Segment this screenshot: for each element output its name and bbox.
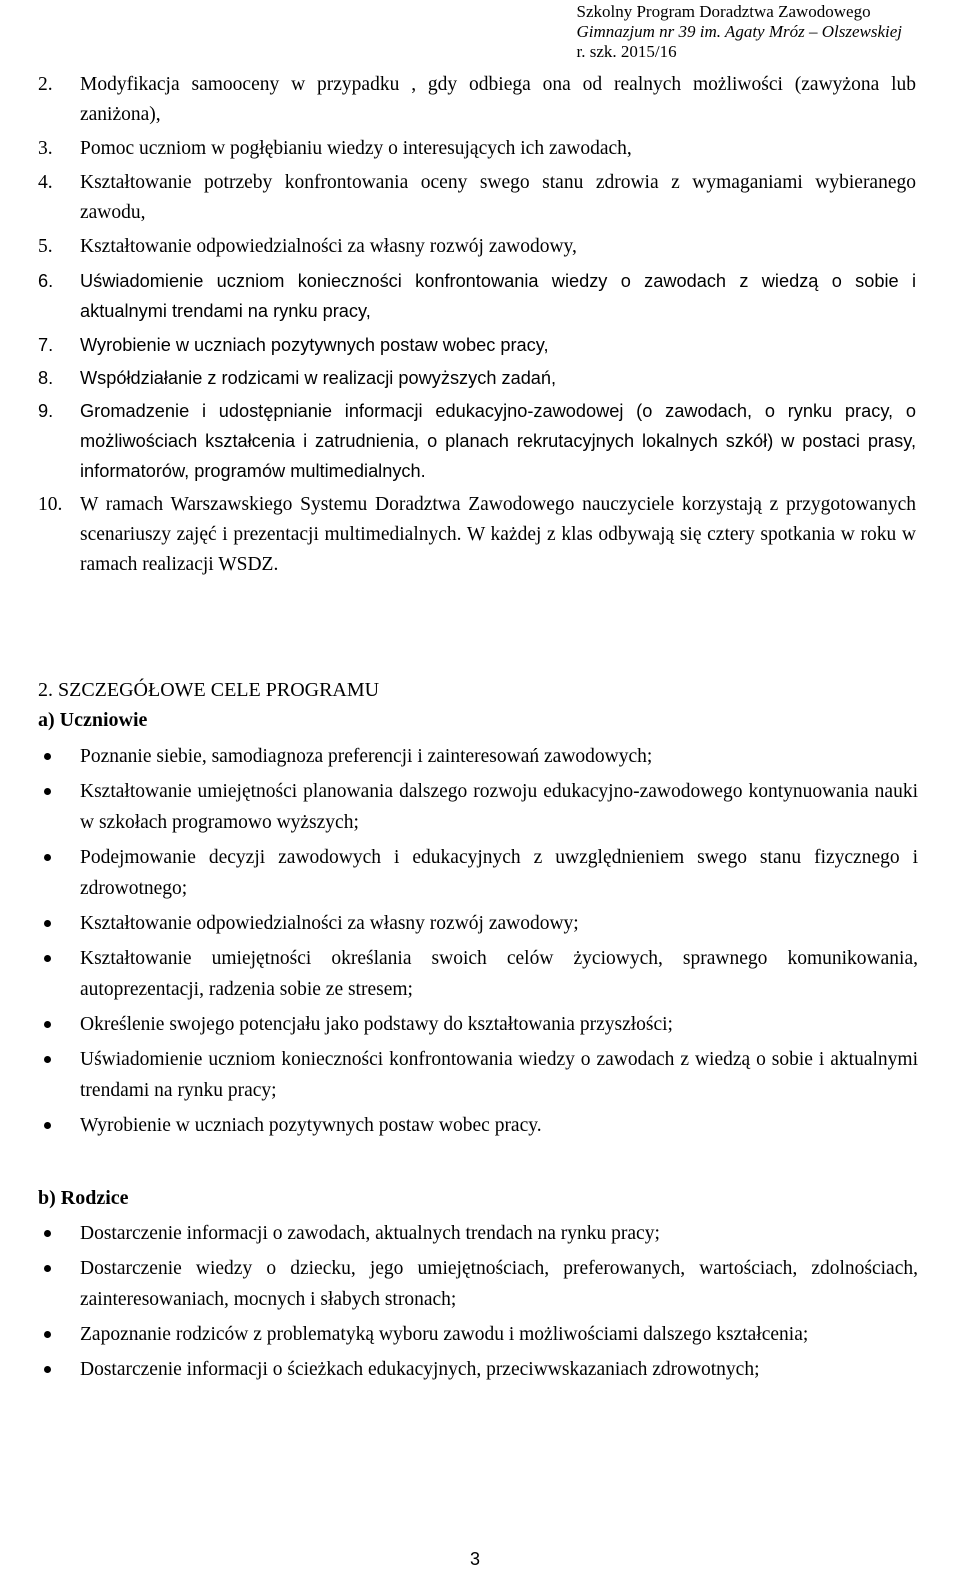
list-item xyxy=(38,908,918,939)
list-item xyxy=(38,943,918,1005)
list-item-number: 10. xyxy=(38,494,63,515)
list-item-text: Pomoc uczniom w pogłębianiu wiedzy o interesujących ich zawodach, xyxy=(80,138,632,159)
bullet-icon xyxy=(44,788,51,795)
bullet-icon xyxy=(44,854,51,861)
header-program-name: Szkolny Program Doradztwa Zawodowego xyxy=(576,2,871,21)
header-school-year: r. szk. 2015/16 xyxy=(576,42,677,61)
bullet-icon xyxy=(44,1122,51,1129)
list-item-text: Określenie swojego potencjału jako podstawy do kształtowania przyszłości; xyxy=(80,1014,673,1035)
list-item xyxy=(38,363,916,393)
list-item-text: Kształtowanie potrzeby konfrontowania oceny swego stanu zdrowia z wymaganiami wybieranego zawodu, xyxy=(80,172,916,223)
bullet-icon xyxy=(44,955,51,962)
list-item xyxy=(38,1044,918,1106)
list-item-text: Uświadomienie uczniom konieczności konfrontowania wiedzy o zawodach z wiedzą o sobie i aktualnymi trendami na rynku pracy, xyxy=(80,271,916,321)
list-item xyxy=(38,490,916,580)
list-item-text: Dostarczenie informacji o zawodach, aktualnych trendach na rynku pracy; xyxy=(80,1223,660,1244)
list-item xyxy=(38,232,916,262)
list-item xyxy=(38,134,916,164)
list-item-text: Gromadzenie i udostępnianie informacji edukacyjno-zawodowej (o zawodach, o rynku pracy, o możliwościach kształcenia i zatrudnienia, o planach rekrutacyjnych lokalnych szkół) w postaci prasy, informatorów, programów multimedialnych. xyxy=(80,401,916,481)
list-item-number: 5. xyxy=(38,236,53,257)
list-item xyxy=(38,330,916,360)
list-item xyxy=(38,1009,918,1040)
bullet-icon xyxy=(44,920,51,927)
list-item-text: Podejmowanie decyzji zawodowych i edukacyjnych z uwzględnieniem swego stanu fizycznego i zdrowotnego; xyxy=(80,847,918,899)
list-item xyxy=(38,396,916,486)
list-item xyxy=(38,1319,918,1350)
list-item-text: Kształtowanie umiejętności określania swoich celów życiowych, sprawnego komunikowania, autoprezentacji, radzenia sobie ze stresem; xyxy=(80,948,918,1000)
students-heading: a) Uczniowie xyxy=(38,709,148,731)
list-item-number: 4. xyxy=(38,172,53,193)
list-item-text: W ramach Warszawskiego Systemu Doradztwa Zawodowego nauczyciele korzystają z przygotowanych scenariuszy zajęć i prezentacji multimedialnych. W każdej z klas odbywają się cztery spotkania w roku w ramach realizacji WSDZ. xyxy=(80,494,916,575)
list-item xyxy=(38,70,916,130)
list-item-text: Wyrobienie w uczniach pozytywnych postaw wobec pracy, xyxy=(80,335,549,355)
general-goals-list xyxy=(38,70,916,584)
list-item-number: 9. xyxy=(38,401,54,421)
list-item-text: Modyfikacja samooceny w przypadku , gdy odbiega ona od realnych możliwości (zawyżona lub zaniżona), xyxy=(80,74,916,125)
list-item xyxy=(38,741,918,772)
bullet-icon xyxy=(44,753,51,760)
list-item-number: 2. xyxy=(38,74,53,95)
parents-heading: b) Rodzice xyxy=(38,1187,129,1209)
bullet-icon xyxy=(44,1056,51,1063)
list-item-number: 8. xyxy=(38,368,54,388)
page-number: 3 xyxy=(470,1549,481,1569)
bullet-icon xyxy=(44,1331,51,1338)
list-item-text: Wyrobienie w uczniach pozytywnych postaw wobec pracy. xyxy=(80,1115,542,1136)
bullet-icon xyxy=(44,1265,51,1272)
bullet-icon xyxy=(44,1021,51,1028)
page-header xyxy=(576,2,902,62)
list-item-number: 6. xyxy=(38,271,54,291)
list-item-text: Współdziałanie z rodzicami w realizacji powyższych zadań, xyxy=(80,368,557,388)
list-item xyxy=(38,168,916,228)
section-title: 2. SZCZEGÓŁOWE CELE PROGRAMU xyxy=(38,679,380,701)
list-item-text: Zapoznanie rodziców z problematyką wyboru zawodu i możliwościami dalszego kształcenia; xyxy=(80,1324,809,1345)
bullet-icon xyxy=(44,1366,51,1373)
list-item-text: Uświadomienie uczniom konieczności konfrontowania wiedzy o zawodach z wiedzą o sobie i aktualnymi trendami na rynku pracy; xyxy=(80,1049,918,1101)
list-item xyxy=(38,842,918,904)
list-item-text: Dostarczenie informacji o ścieżkach edukacyjnych, przeciwwskazaniach zdrowotnych; xyxy=(80,1359,760,1380)
list-item xyxy=(38,1253,918,1315)
list-item xyxy=(38,1110,918,1141)
list-item xyxy=(38,1354,918,1385)
list-item xyxy=(38,266,916,326)
list-item-text: Dostarczenie wiedzy o dziecku, jego umiejętnościach, preferowanych, wartościach, zdolnościach, zainteresowaniach, mocnych i słabych stronach; xyxy=(80,1258,918,1310)
parents-goals-list xyxy=(38,1218,918,1389)
list-item xyxy=(38,1218,918,1249)
list-item-number: 3. xyxy=(38,138,53,159)
header-school-name: Gimnazjum nr 39 im. Agaty Mróz – Olszewskiej xyxy=(576,22,902,41)
list-item-text: Poznanie siebie, samodiagnoza preferencji i zainteresowań zawodowych; xyxy=(80,746,653,767)
list-item xyxy=(38,776,918,838)
list-item-number: 7. xyxy=(38,335,54,355)
list-item-text: Kształtowanie odpowiedzialności za własny rozwój zawodowy, xyxy=(80,236,577,257)
list-item-text: Kształtowanie umiejętności planowania dalszego rozwoju edukacyjno-zawodowego kontynuowania nauki w szkołach programowo wyższych; xyxy=(80,781,918,833)
bullet-icon xyxy=(44,1230,51,1237)
list-item-text: Kształtowanie odpowiedzialności za własny rozwój zawodowy; xyxy=(80,913,579,934)
students-goals-list xyxy=(38,741,918,1145)
